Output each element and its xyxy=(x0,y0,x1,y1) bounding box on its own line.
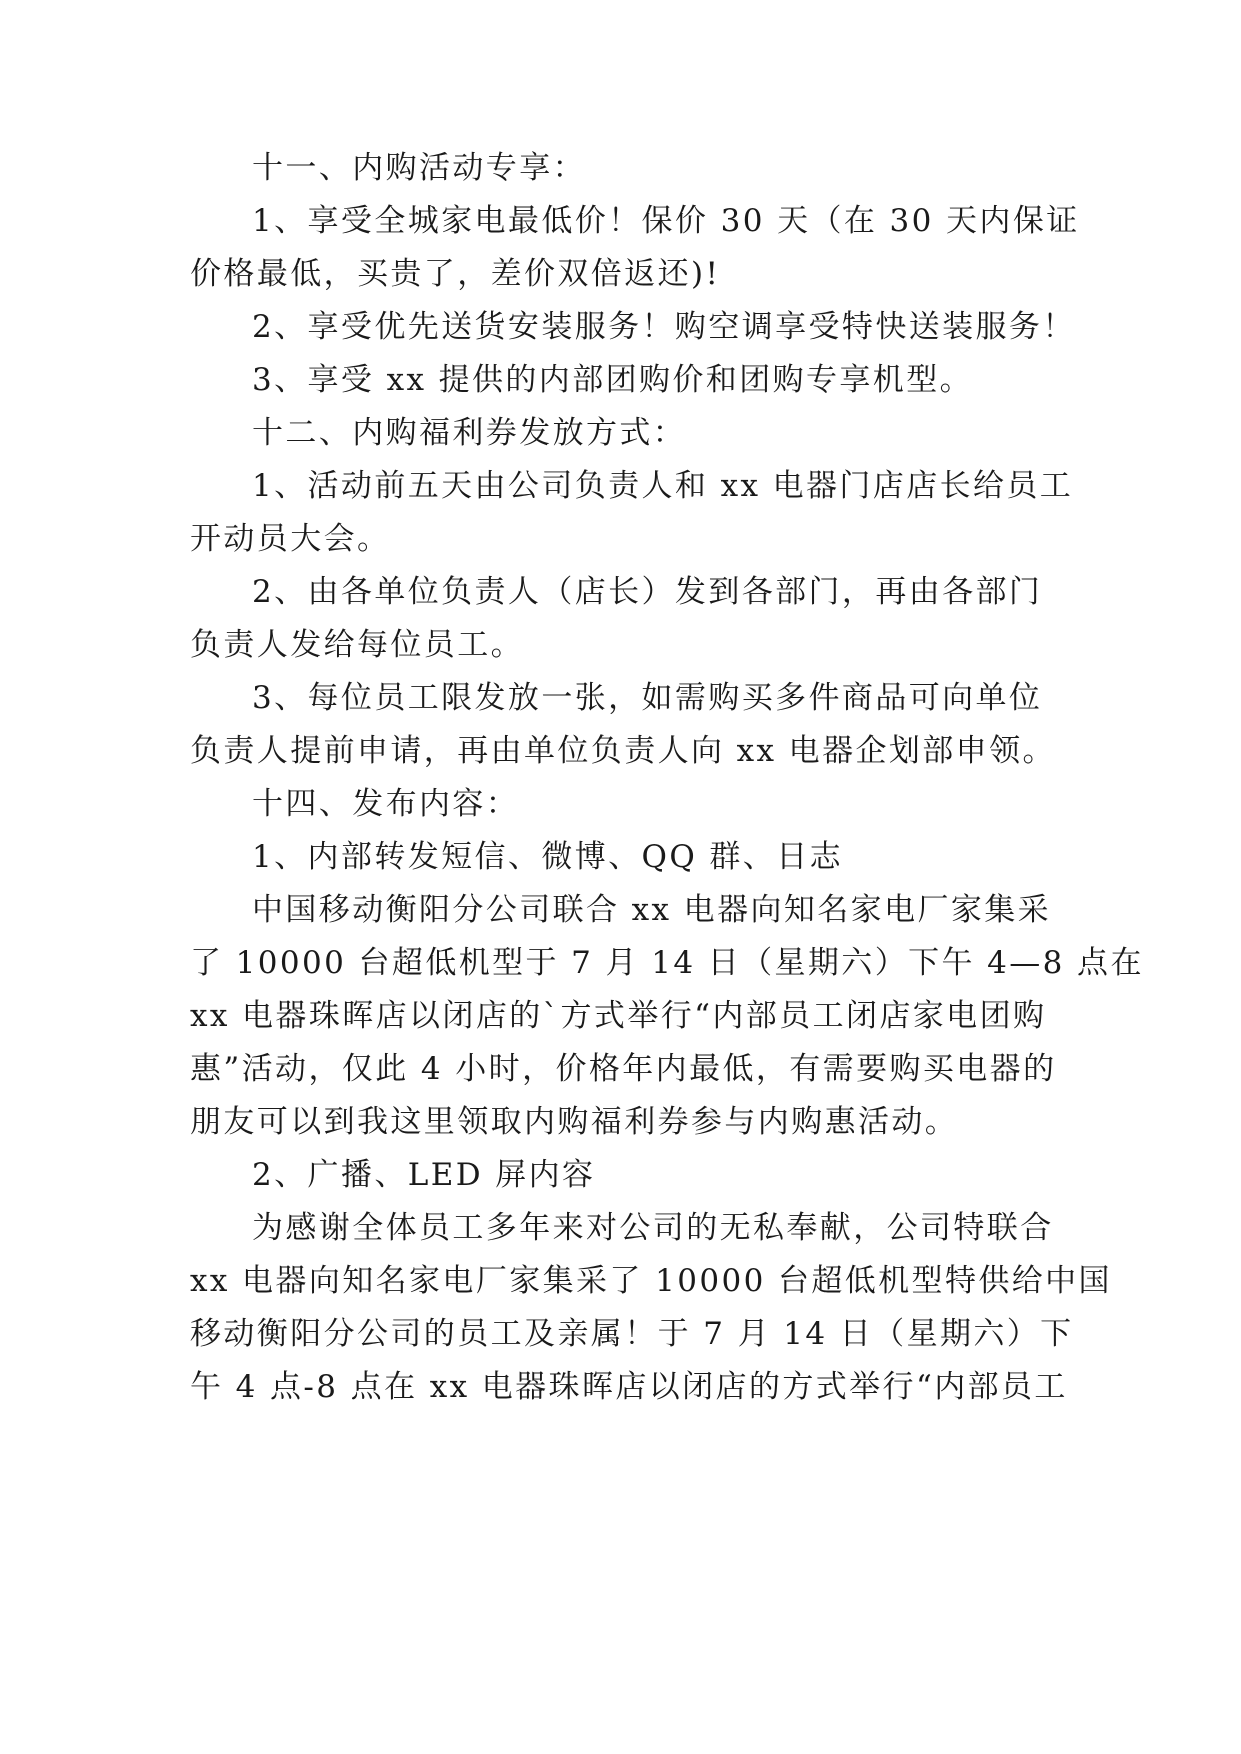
paragraph-line: xx 电器向知名家电厂家集采了 10000 台超低机型特供给中国 xyxy=(190,1263,1112,1299)
paragraph-line: 负责人提前申请，再由单位负责人向 xx 电器企划部申领。 xyxy=(190,733,1056,769)
paragraph-line: 2、享受优先送货安装服务！购空调享受特快送装服务！ xyxy=(252,309,1076,345)
paragraph-line: 1、活动前五天由公司负责人和 xx 电器门店店长给员工 xyxy=(252,468,1074,504)
paragraph-line: 了 10000 台超低机型于 7 月 14 日（星期六）下午 4—8 点在 xyxy=(190,945,1144,981)
paragraph-line: 惠”活动，仅此 4 小时，价格年内最低，有需要购买电器的 xyxy=(190,1051,1057,1087)
paragraph-line: 1、内部转发短信、微博、QQ 群、日志 xyxy=(252,839,844,875)
paragraph-line: 为感谢全体员工多年来对公司的无私奉献，公司特联合 xyxy=(252,1210,1054,1246)
paragraph-line: 开动员大会。 xyxy=(190,521,391,557)
paragraph-line: 2、广播、LED 屏内容 xyxy=(252,1157,596,1193)
paragraph-line: 3、享受 xx 提供的内部团购价和团购专享机型。 xyxy=(252,362,973,398)
paragraph-line: 价格最低，买贵了，差价双倍返还)! xyxy=(190,256,721,292)
paragraph-line: 朋友可以到我这里领取内购福利券参与内购惠活动。 xyxy=(190,1104,959,1140)
paragraph-line: 中国移动衡阳分公司联合 xx 电器向知名家电厂家集采 xyxy=(252,892,1052,928)
paragraph-line: 午 4 点-8 点在 xx 电器珠晖店以闭店的方式举行“内部员工 xyxy=(190,1369,1068,1405)
paragraph-line: xx 电器珠晖店以闭店的`方式举行“内部员工闭店家电团购 xyxy=(190,998,1047,1034)
paragraph-line: 负责人发给每位员工。 xyxy=(190,627,524,663)
section-heading-11: 十一、内购活动专享： xyxy=(252,150,586,186)
paragraph-line: 2、由各单位负责人（店长）发到各部门，再由各部门 xyxy=(252,574,1043,610)
section-heading-14: 十四、发布内容： xyxy=(252,786,520,822)
paragraph-line: 1、享受全城家电最低价！保价 30 天（在 30 天内保证 xyxy=(252,203,1080,239)
paragraph-line: 3、每位员工限发放一张，如需购买多件商品可向单位 xyxy=(252,680,1043,716)
section-heading-12: 十二、内购福利券发放方式： xyxy=(252,415,687,451)
paragraph-line: 移动衡阳分公司的员工及亲属！于 7 月 14 日（星期六）下 xyxy=(190,1316,1074,1352)
